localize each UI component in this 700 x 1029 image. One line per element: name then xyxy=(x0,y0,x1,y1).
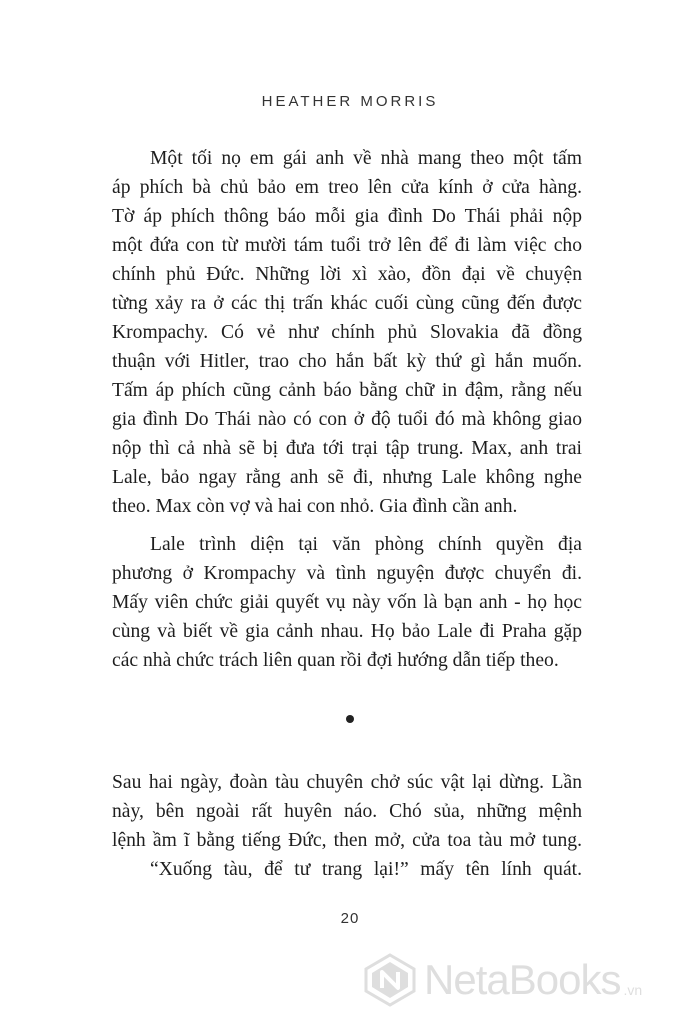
text-line: các nhà chức trách liên quan rồi đợi hướng dẫn tiếp theo. xyxy=(112,650,559,671)
netabooks-logo-icon xyxy=(362,952,418,1008)
netabooks-watermark xyxy=(362,950,697,1010)
text-line: chính phủ Đức. Những lời xì xào, đồn đại về chuyện xyxy=(112,264,582,285)
watermark-brand: NetaBooks xyxy=(424,956,621,1003)
text-line: này, bên ngoài rất huyên náo. Chó sủa, những mệnh xyxy=(112,801,582,822)
text-line: Lale, bảo ngay rằng anh sẽ đi, nhưng Lale không nghe xyxy=(112,467,582,488)
section-break-dot xyxy=(346,715,354,723)
text-line: Tờ áp phích thông báo mỗi gia đình Do Thái phải nộp xyxy=(112,206,582,227)
text-line: Krompachy. Có vẻ như chính phủ Slovakia đã đồng xyxy=(112,322,582,343)
page-number: 20 xyxy=(340,910,360,927)
text-line: một đứa con từ mười tám tuổi trở lên để đi làm việc cho xyxy=(112,235,582,256)
text-line: Mấy viên chức giải quyết vụ này vốn là bạn anh - họ học xyxy=(112,592,582,613)
text-line: “Xuống tàu, để tư trang lại!” mấy tên lính quát. xyxy=(150,859,582,880)
text-line: Tấm áp phích cũng cảnh báo bằng chữ in đậm, rằng nếu xyxy=(112,380,582,401)
text-line: Lale trình diện tại văn phòng chính quyền địa xyxy=(150,534,582,555)
text-line: Sau hai ngày, đoàn tàu chuyên chở súc vật lại dừng. Lần xyxy=(112,772,582,793)
text-line: Một tối nọ em gái anh về nhà mang theo một tấm xyxy=(150,148,582,169)
watermark-tld: .vn xyxy=(623,982,643,998)
text-line: phương ở Krompachy và tình nguyện được chuyển đi. xyxy=(112,563,582,584)
text-line: theo. Max còn vợ và hai con nhỏ. Gia đình cần anh. xyxy=(112,496,518,517)
text-line: từng xảy ra ở các thị trấn khác cuối cùng cũng đến được xyxy=(112,293,582,314)
text-line: nộp thì cả nhà sẽ bị đưa tới trại tập trung. Max, anh trai xyxy=(112,438,582,459)
text-line: cùng và biết về gia cảnh nhau. Họ bảo Lale đi Praha gặp xyxy=(112,621,582,642)
text-line: lệnh ầm ĩ bằng tiếng Đức, then mở, cửa toa tàu mở tung. xyxy=(112,830,582,851)
text-line: áp phích bà chủ bảo em treo lên cửa kính ở cửa hàng. xyxy=(112,177,582,198)
running-header: HEATHER MORRIS xyxy=(261,93,439,110)
text-line: gia đình Do Thái nào có con ở độ tuổi đó mà không giao xyxy=(112,409,582,430)
text-line: thuận với Hitler, trao cho hắn bất kỳ thứ gì hắn muốn. xyxy=(112,351,582,372)
